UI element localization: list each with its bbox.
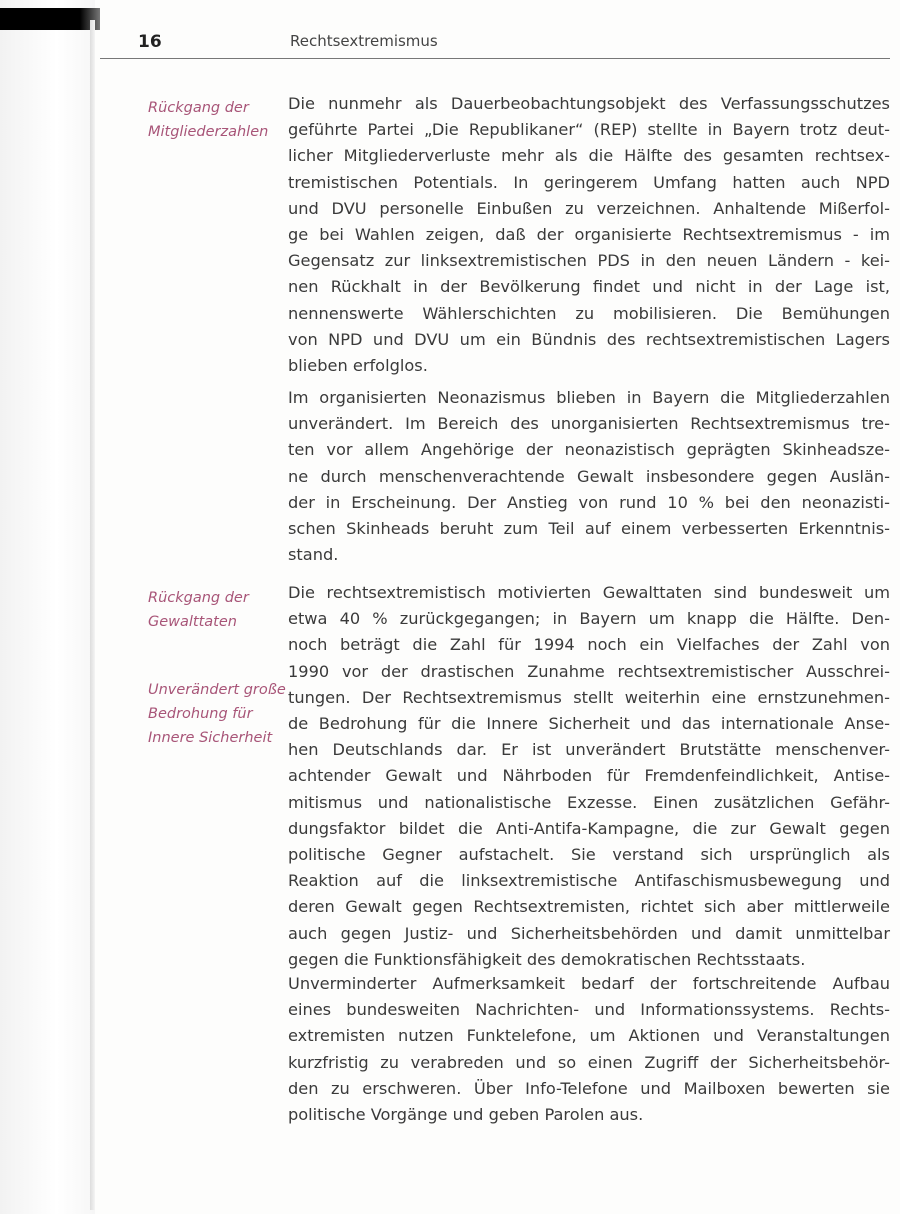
text-line: von NPD und DVU um ein Bündnis des rechtsextremistischen Lagers — [288, 329, 890, 349]
margin-note-line: Innere Sicherheit — [148, 730, 273, 746]
text-line: deren Gewalt gegen Rechtsextremisten, richtet sich aber mittlerweile — [288, 897, 890, 917]
text-line: licher Mitgliederverluste mehr als die Hälfte des gesamten rechtsex- — [288, 146, 890, 166]
page-number: 16 — [138, 32, 162, 52]
text-line: mitismus und nationalistische Exzesse. Einen zusätzlichen Gefähr- — [288, 792, 890, 812]
text-line: Die rechtsextremistisch motivierten Gewalttaten sind bundesweit um — [288, 583, 890, 602]
text-line: stand. — [288, 545, 339, 565]
text-line: extremisten nutzen Funktelefone, um Aktionen und Veranstaltungen — [288, 1026, 890, 1046]
margin-note-violence — [148, 586, 249, 634]
scan-artifact — [0, 8, 100, 30]
text-line: ten vor allem Angehörige der neonazistisch geprägten Skinheadsze- — [288, 440, 890, 460]
margin-note-line: Unverändert große — [148, 682, 286, 698]
text-line: nen Rückhalt in der Bevölkerung findet und nicht in der Lage ist, — [288, 277, 890, 297]
paragraph — [288, 580, 890, 973]
page-spine — [90, 20, 95, 1210]
paragraph — [288, 971, 890, 1128]
text-line: blieben erfolglos. — [288, 356, 428, 376]
text-line: und DVU personelle Einbußen zu verzeichnen. Anhaltende Mißerfol- — [288, 198, 890, 218]
text-line: auch gegen Justiz- und Sicherheitsbehörden und damit unmittelbar — [288, 923, 890, 943]
text-line: noch beträgt die Zahl für 1994 noch ein Vielfaches der Zahl von — [288, 635, 890, 655]
text-line: 1990 vor der drastischen Zunahme rechtsextremistischer Ausschrei- — [288, 661, 890, 681]
text-line: nennenswerte Wählerschichten zu mobilisieren. Die Bemühungen — [288, 303, 890, 323]
margin-note-threat — [148, 678, 286, 750]
text-line: eines bundesweiten Nachrichten- und Informationssystems. Rechts- — [288, 1000, 890, 1020]
text-line: tungen. Der Rechtsextremismus stellt weiterhin eine ernstzunehmen- — [288, 687, 890, 707]
margin-note-line: Bedrohung für — [148, 706, 253, 722]
margin-note-line: Rückgang der — [148, 100, 249, 116]
margin-note-line: Mitgliederzahlen — [148, 124, 269, 140]
text-line: schen Skinheads beruht zum Teil auf einem verbesserten Erkenntnis- — [288, 519, 890, 539]
paragraph — [288, 385, 890, 568]
text-line: achtender Gewalt und Nährboden für Fremdenfeindlichkeit, Antise- — [288, 766, 890, 786]
text-line: ne durch menschenverachtende Gewalt insbesondere gegen Auslän- — [288, 466, 890, 486]
margin-note-membership — [148, 96, 268, 144]
running-title: Rechtsextremismus — [290, 32, 438, 50]
text-line: Die nunmehr als Dauerbeobachtungsobjekt des Verfassungsschutzes — [288, 94, 890, 113]
text-line: der in Erscheinung. Der Anstieg von rund 10 % bei den neonazisti- — [288, 492, 890, 512]
header-rule — [100, 58, 890, 59]
text-line: geführte Partei „Die Republikaner“ (REP) stellte in Bayern trotz deut- — [288, 120, 890, 140]
text-line: hen Deutschlands dar. Er ist unverändert Brutstätte menschenver- — [288, 740, 890, 760]
margin-note-line: Rückgang der — [148, 590, 249, 606]
text-line: Gegensatz zur linksextremistischen PDS in den neuen Ländern - kei- — [288, 251, 890, 271]
text-line: gegen die Funktionsfähigkeit des demokratischen Rechtsstaats. — [288, 949, 806, 969]
text-line: Reaktion auf die linksextremistische Antifaschismusbewegung und — [288, 871, 890, 891]
text-line: politische Vorgänge und geben Parolen aus. — [288, 1105, 644, 1125]
text-line: tremistischen Potentials. In geringerem Umfang hatten auch NPD — [288, 172, 890, 192]
text-line: ge bei Wahlen zeigen, daß der organisierte Rechtsextremismus - im — [288, 225, 890, 245]
text-line: kurzfristig zu verabreden und so einen Zugriff der Sicherheitsbehör- — [288, 1052, 890, 1072]
text-line: etwa 40 % zurückgegangen; in Bayern um knapp die Hälfte. Den- — [288, 609, 890, 629]
text-line: dungsfaktor bildet die Anti-Antifa-Kampagne, die zur Gewalt gegen — [288, 818, 890, 838]
binding-edge — [0, 0, 95, 1214]
text-line: den zu erschweren. Über Info-Telefone und Mailboxen bewerten sie — [288, 1078, 890, 1098]
paragraph — [288, 91, 890, 379]
text-line: politische Gegner aufstachelt. Sie verstand sich ursprünglich als — [288, 845, 890, 865]
text-line: Unverminderter Aufmerksamkeit bedarf der fortschreitende Aufbau — [288, 974, 890, 993]
text-line: unverändert. Im Bereich des unorganisierten Rechtsextremismus tre- — [288, 414, 890, 434]
text-line: Im organisierten Neonazismus blieben in Bayern die Mitgliederzahlen — [288, 388, 890, 407]
text-line: de Bedrohung für die Innere Sicherheit und das internationale Anse- — [288, 714, 890, 734]
margin-note-line: Gewalttaten — [148, 614, 237, 630]
